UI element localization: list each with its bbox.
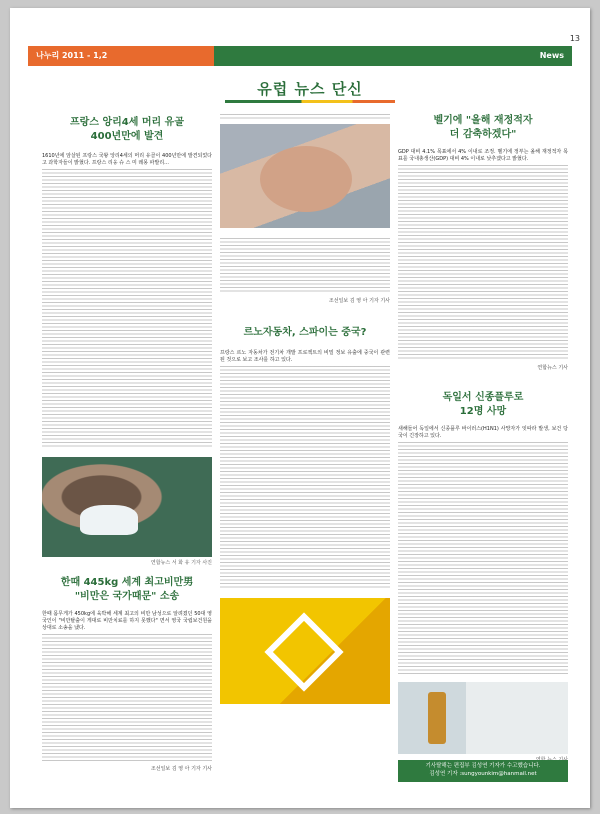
article-text-block <box>220 114 390 120</box>
footer-line: 기사탈해는 편집부 김성연 기자가 수고했습니다. <box>425 763 541 769</box>
article-title: 르노자동차, 스파이는 중국? <box>243 327 367 338</box>
article-byline: 연합뉴스 기사 <box>537 365 568 371</box>
article-body: 새해들어 독일에서 신종플루 바이러스(H1N1) 사망자가 잇따라 발생, 보건 당국이 긴장하고 있다. <box>398 426 568 439</box>
article-body: 1610년에 암살된 프랑스 국왕 앙리4세의 머리 유골이 400년만에 발견되었다고 과학자들이 밝혔다. 프랑스 리옹 슈 스 미 레몽 파발리... <box>42 153 212 166</box>
editorial-footer <box>398 760 568 782</box>
vaccine-photo <box>398 682 568 754</box>
photo-caption: 연합뉴스 서 화 유 기자 사진 <box>150 560 212 566</box>
column-middle <box>220 108 390 704</box>
article-byline: 조선일보 김 영 아 기자 기사 <box>150 766 212 772</box>
newsletter-page <box>10 8 590 808</box>
obese-man-photo <box>220 124 390 228</box>
vial-shape <box>428 692 446 744</box>
banner-rule <box>225 100 395 103</box>
article-body: 한때 몸무게가 450kg에 육박해 세계 최고의 비만 남성으로 알려졌던 50대 영국인이 "비만탈출이 게대로 비만치료를 하지 못했다" 면서 영국 국립보건원을 상대로 소송을 냈다. <box>42 611 212 631</box>
article-text-block <box>220 238 390 294</box>
article-body: 프랑스 르노 자동차가 전기차 개발 프로젝트의 비밀 정보 유출에 중국이 관련된 것으로 보고 조사를 하고 있다. <box>220 349 390 363</box>
section-label: News <box>539 51 564 60</box>
top-band <box>28 46 572 66</box>
footer-email: 김성연 기자 :sungyounkim@hanmail.net <box>429 771 537 777</box>
article-text-block <box>42 169 212 449</box>
issue-label: 나누리 2011 - 1,2 <box>28 46 214 66</box>
article-text-block <box>398 442 568 676</box>
column-right <box>398 108 568 763</box>
renault-logo-photo <box>220 598 390 704</box>
article-title: 프랑스 앙리4세 머리 유골 400년만에 발견 <box>69 117 184 142</box>
article-title: 독일서 신종플루로 12명 사망 <box>442 392 524 417</box>
article-text-block <box>42 634 212 762</box>
gloved-hand <box>80 505 138 535</box>
article-body: GDP 대비 4.1% 목표에서 4% 이내로 조정. 벨기에 정부는 올해 재정적자 목표를 국내총생산(GDP) 대비 4% 이내로 낮추겠다고 밝혔다. <box>398 149 568 162</box>
figure-shape <box>260 146 352 212</box>
article-title: 벨기에 "올해 재정적자 더 감축하겠다" <box>433 115 533 140</box>
article-title: 한때 445kg 세계 최고비만男 "비만은 국가때문" 소송 <box>60 577 194 602</box>
page-number: 13 <box>569 34 580 43</box>
article-text-block <box>220 366 390 590</box>
banner-title: 유럽 뉴스 단신 <box>257 80 363 98</box>
article-text-block <box>398 165 568 361</box>
skull-photo <box>42 457 212 557</box>
renault-logo-shape <box>264 612 343 691</box>
column-left <box>42 108 212 772</box>
article-byline: 조선일보 김 영 아 기자 기사 <box>328 298 390 304</box>
